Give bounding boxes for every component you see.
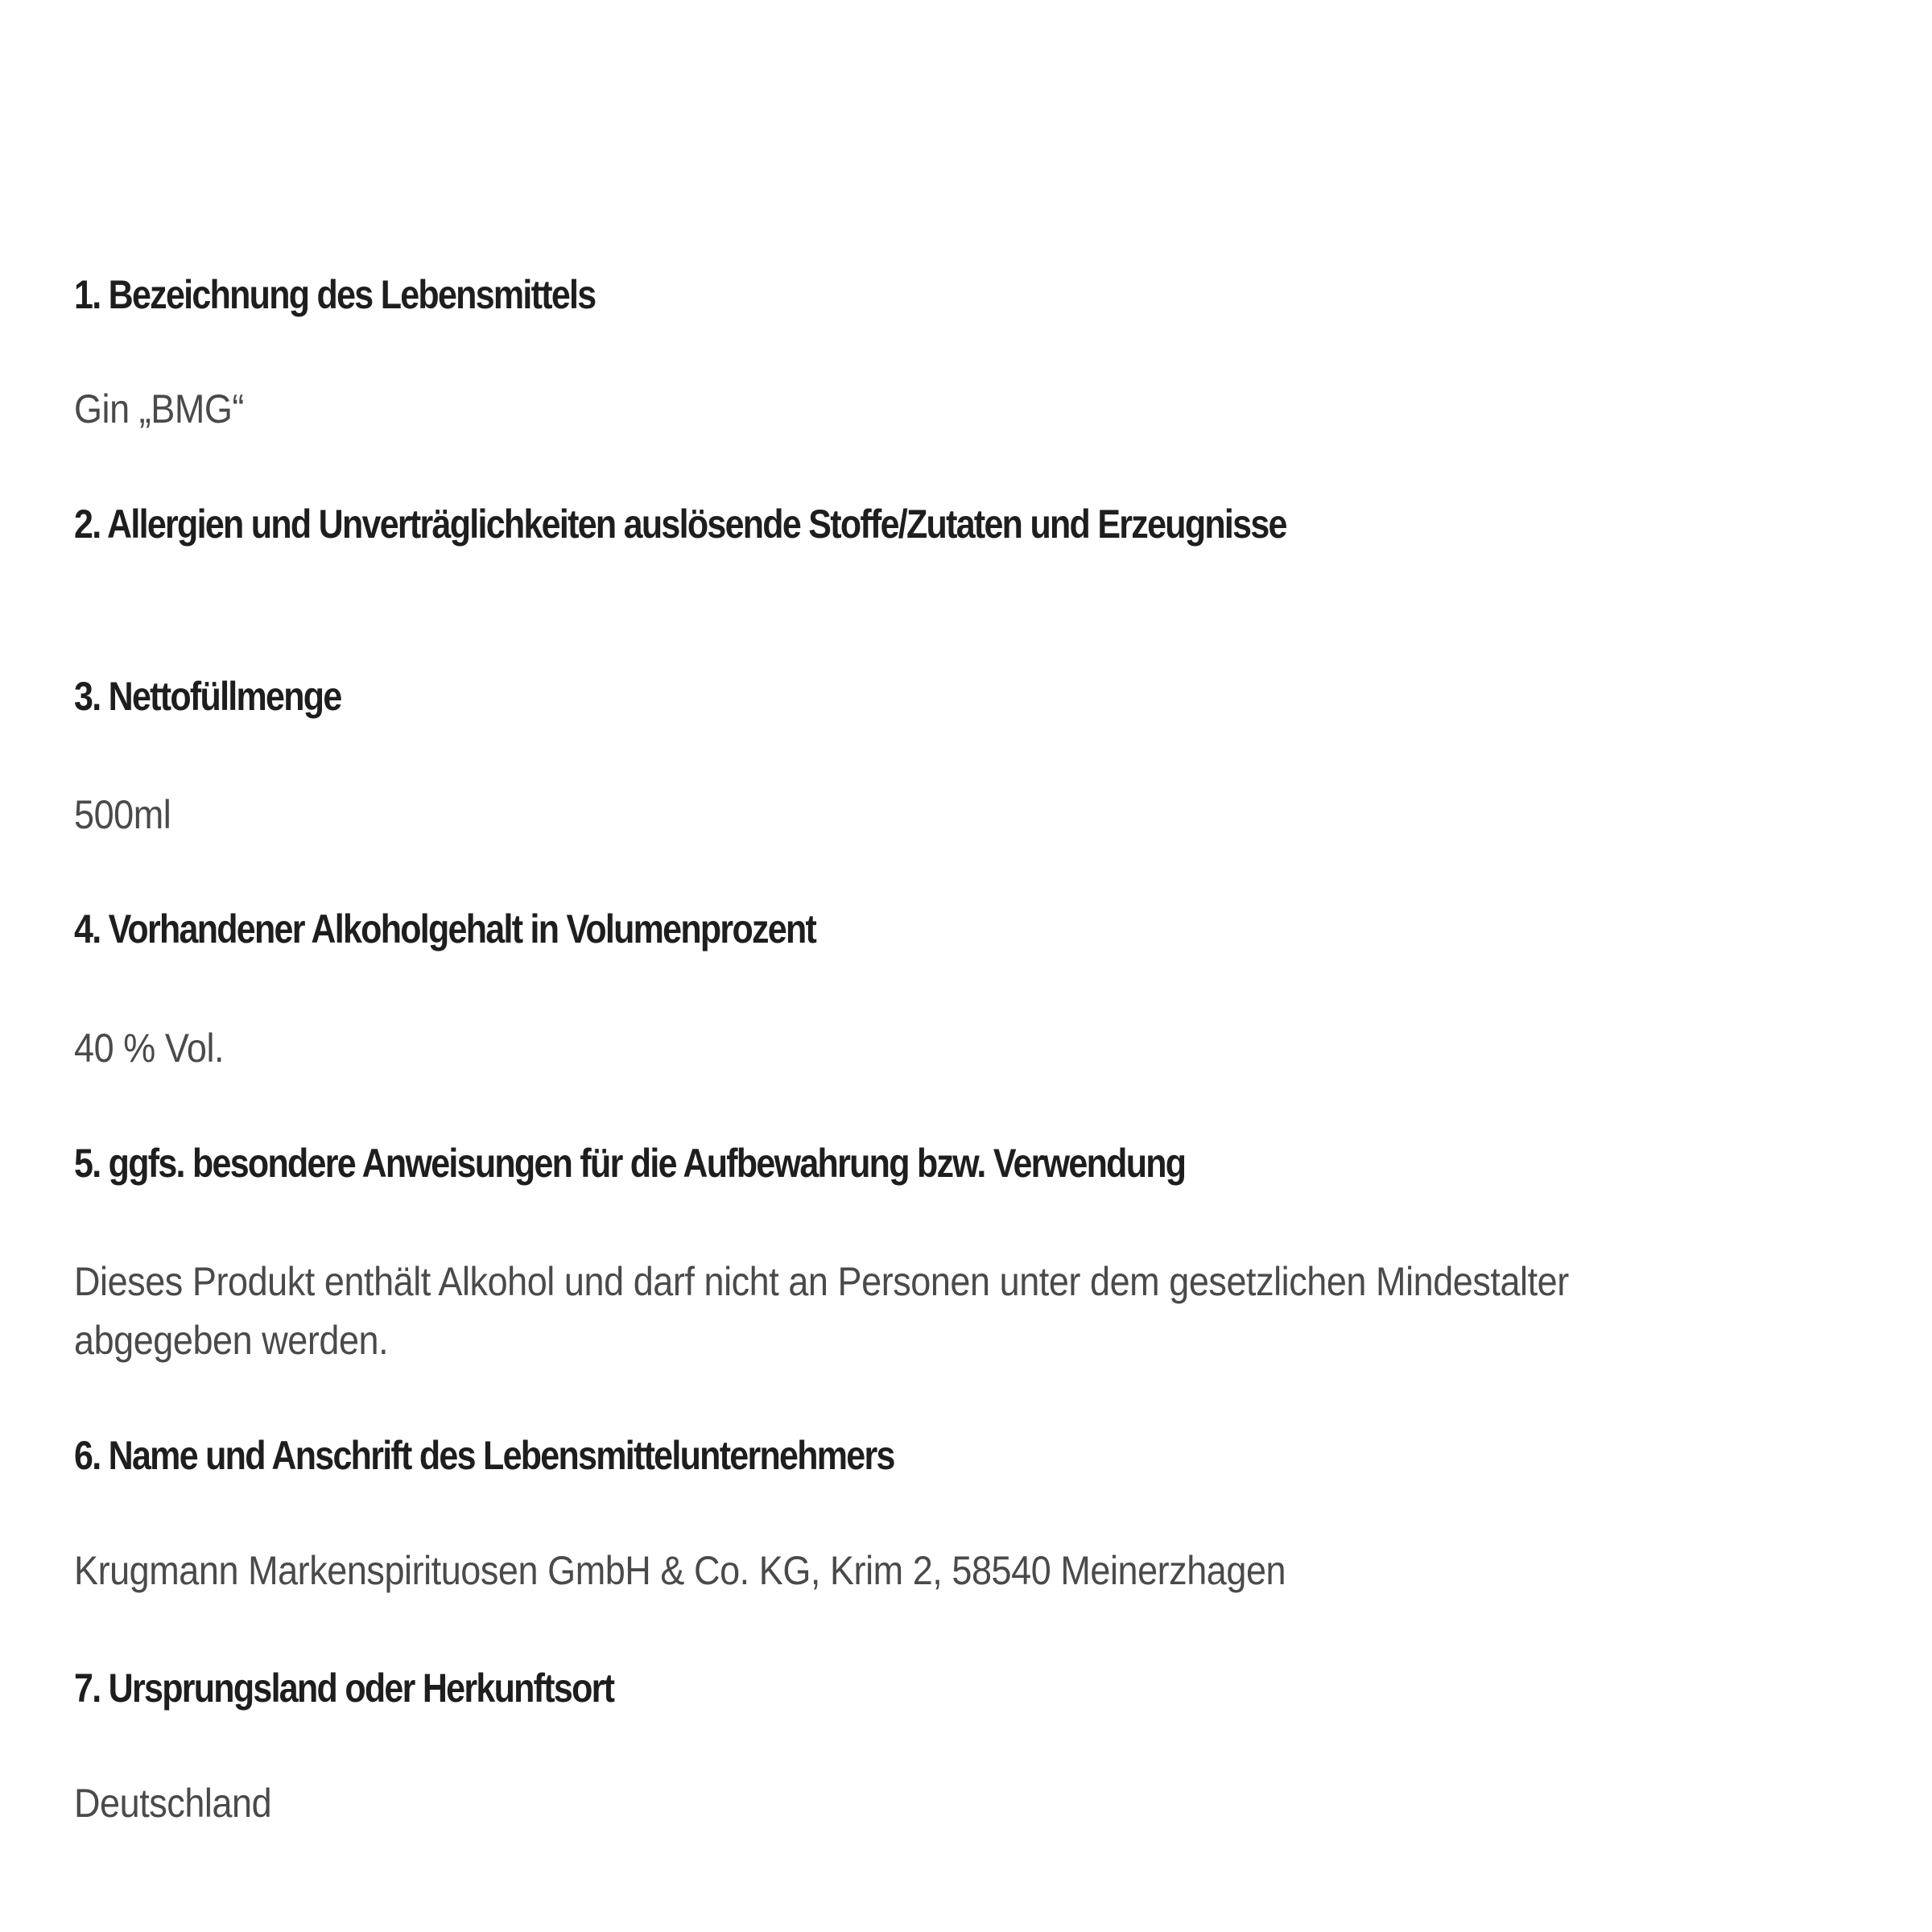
section-heading-2: 2. Allergien und Unverträglichkeiten auslösende Stoffe/Zutaten und Erzeugnisse bbox=[74, 502, 1286, 547]
section-body-4: 40 % Vol. bbox=[74, 1026, 225, 1071]
section-heading-5: 5. ggfs. besondere Anweisungen für die Aufbewahrung bzw. Verwendung bbox=[74, 1141, 1186, 1186]
section-body-6: Krugmann Markenspirituosen GmbH & Co. KG, Krim 2, 58540 Meinerzhagen bbox=[74, 1548, 1286, 1593]
section-body-7: Deutschland bbox=[74, 1781, 272, 1826]
section-heading-3: 3. Nettofüllmenge bbox=[74, 674, 341, 719]
section-heading-1: 1. Bezeichnung des Lebensmittels bbox=[74, 272, 596, 317]
section-body-5-line-1: Dieses Produkt enthält Alkohol und darf nicht an Personen unter dem gesetzlichen Mindestalter bbox=[74, 1259, 1569, 1304]
section-body-3: 500ml bbox=[74, 792, 171, 837]
section-heading-7: 7. Ursprungsland oder Herkunftsort bbox=[74, 1666, 614, 1711]
section-body-5-line-2: abgegeben werden. bbox=[74, 1318, 389, 1363]
section-heading-4: 4. Vorhandener Alkoholgehalt in Volumenprozent bbox=[74, 906, 816, 952]
section-heading-6: 6. Name und Anschrift des Lebensmittelunternehmers bbox=[74, 1433, 894, 1478]
section-body-1: Gin „BMG“ bbox=[74, 386, 244, 431]
